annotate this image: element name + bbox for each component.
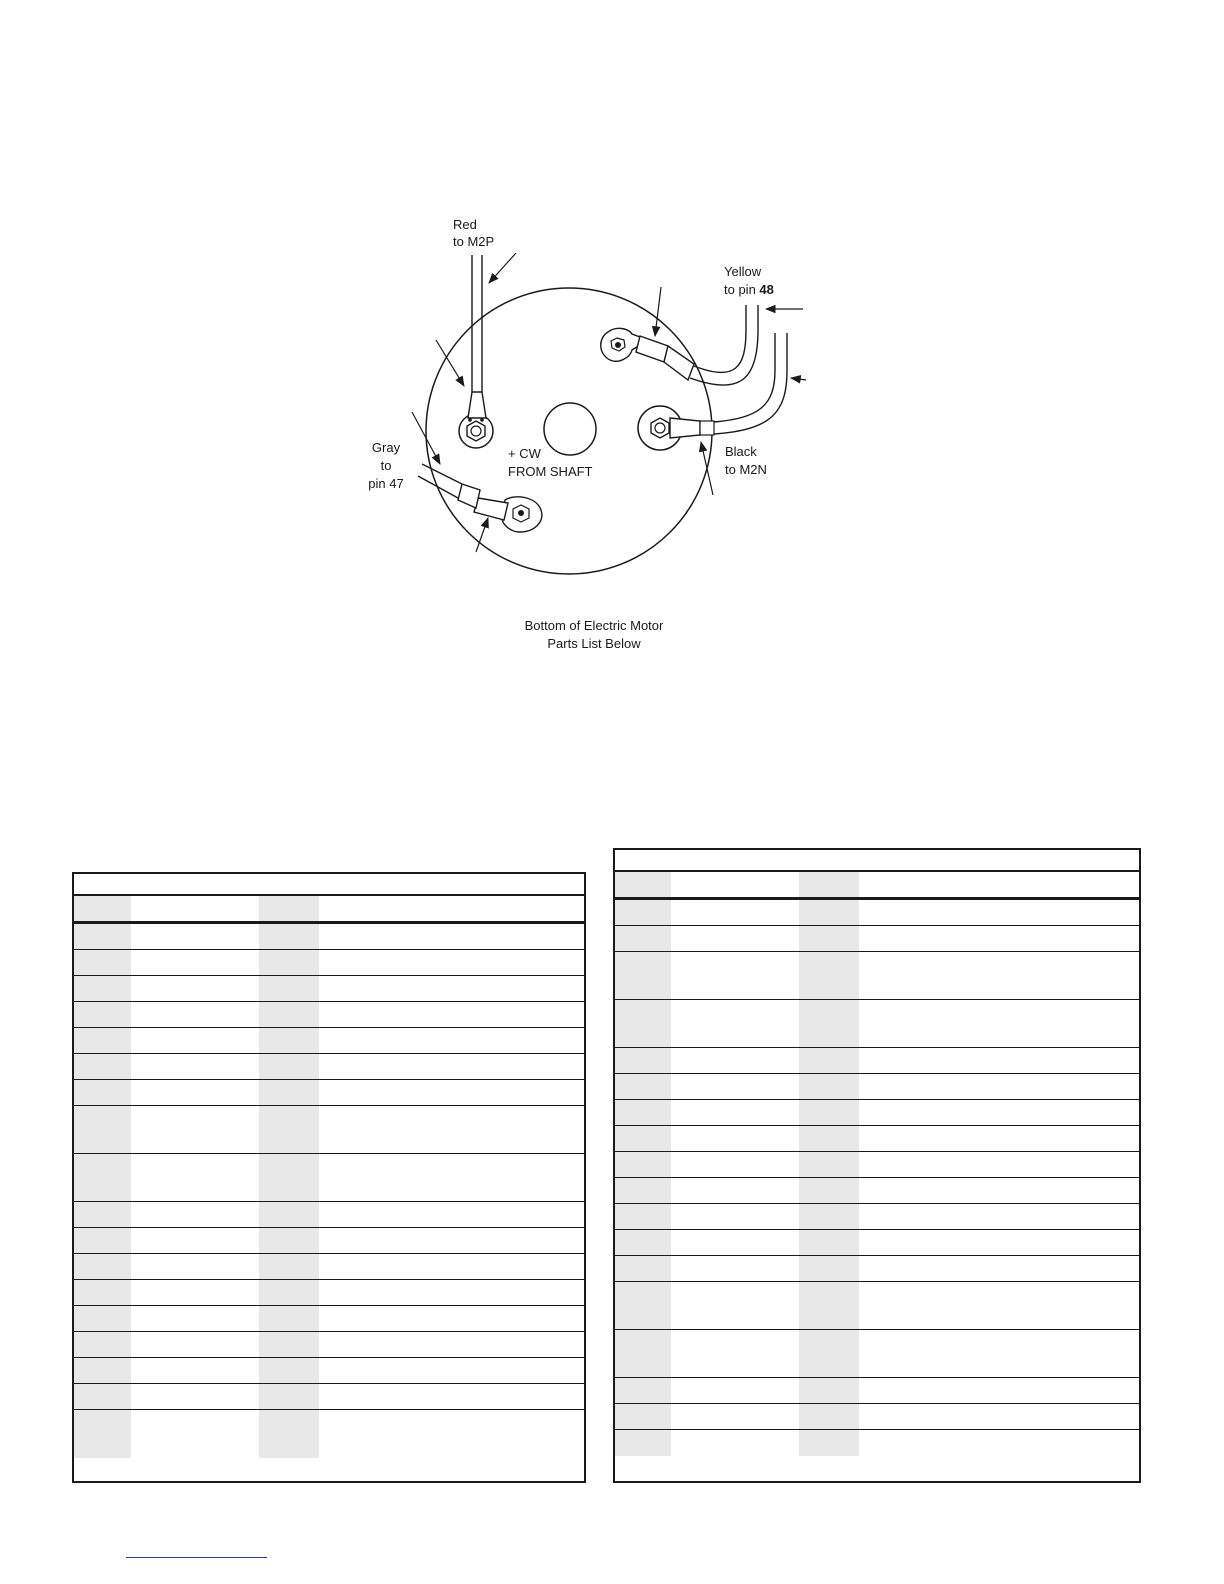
table-cell <box>74 1080 131 1105</box>
parts-table-left <box>72 872 586 1483</box>
table-cell <box>131 1080 259 1105</box>
table-cell <box>615 1282 671 1329</box>
table-cell <box>799 1256 859 1281</box>
table-row <box>74 1154 584 1202</box>
table-cell <box>131 1332 259 1357</box>
table-cell <box>259 1358 319 1383</box>
table-row <box>74 924 584 950</box>
parts-table-left-title <box>74 874 584 896</box>
table-cell <box>859 1074 1139 1099</box>
table-cell <box>615 1074 671 1099</box>
table-row <box>615 1230 1139 1256</box>
table-cell <box>259 1202 319 1227</box>
table-cell <box>319 1280 584 1305</box>
table-cell <box>259 976 319 1001</box>
black-wire-label: Black <box>725 444 757 459</box>
table-cell <box>859 1204 1139 1229</box>
table-cell <box>859 1152 1139 1177</box>
gray-wire-destination: pin 47 <box>368 476 404 491</box>
table-row <box>615 900 1139 926</box>
table-cell <box>131 1054 259 1079</box>
table-cell <box>259 950 319 975</box>
table-cell <box>671 1330 799 1377</box>
table-cell <box>799 926 859 951</box>
table-cell <box>859 1256 1139 1281</box>
table-cell <box>671 926 799 951</box>
table-row <box>615 1178 1139 1204</box>
table-cell <box>131 950 259 975</box>
table-row <box>615 1152 1139 1178</box>
table-row <box>74 1080 584 1106</box>
table-row <box>74 950 584 976</box>
table-cell <box>615 1126 671 1151</box>
yellow-wire-label: Yellow <box>724 264 762 279</box>
table-cell <box>74 1358 131 1383</box>
table-cell <box>799 1074 859 1099</box>
table-row <box>615 1126 1139 1152</box>
table-cell <box>131 1002 259 1027</box>
table-row <box>74 1106 584 1154</box>
table-cell <box>259 1080 319 1105</box>
table-row <box>74 1202 584 1228</box>
table-cell <box>259 1332 319 1357</box>
table-cell <box>799 1230 859 1255</box>
table-cell <box>615 1378 671 1403</box>
black-wire-destination: to M2N <box>725 462 767 477</box>
table-cell <box>859 1178 1139 1203</box>
table-row <box>615 1204 1139 1230</box>
table-cell <box>799 1000 859 1047</box>
table-cell <box>859 1378 1139 1403</box>
table-cell <box>799 1100 859 1125</box>
rotation-label-sub: FROM SHAFT <box>508 464 593 479</box>
table-cell <box>131 1254 259 1279</box>
table-cell <box>319 1080 584 1105</box>
table-cell <box>319 1306 584 1331</box>
table-cell <box>259 1106 319 1153</box>
table-cell <box>671 1404 799 1429</box>
parts-table-right-title <box>615 850 1139 872</box>
table-row <box>615 1430 1139 1456</box>
table-cell <box>615 1404 671 1429</box>
table-cell <box>74 1254 131 1279</box>
table-row <box>615 952 1139 1000</box>
table-cell <box>615 1048 671 1073</box>
table-row <box>615 1048 1139 1074</box>
table-row <box>615 1404 1139 1430</box>
table-cell <box>74 1028 131 1053</box>
table-cell <box>259 1028 319 1053</box>
table-cell <box>799 1126 859 1151</box>
table-cell <box>319 1002 584 1027</box>
parts-table-right-body <box>615 900 1139 1456</box>
table-cell <box>259 924 319 949</box>
table-cell <box>74 1106 131 1153</box>
table-cell <box>799 1048 859 1073</box>
diagram-caption-sub: Parts List Below <box>547 636 641 651</box>
table-cell <box>859 926 1139 951</box>
table-cell <box>799 1378 859 1403</box>
table-cell <box>74 1228 131 1253</box>
table-cell <box>319 1254 584 1279</box>
table-cell <box>259 1054 319 1079</box>
parts-table-left-body <box>74 924 584 1458</box>
table-cell <box>74 1410 131 1458</box>
table-cell <box>259 1154 319 1201</box>
table-cell <box>319 924 584 949</box>
table-cell <box>131 1154 259 1201</box>
table-cell <box>615 926 671 951</box>
black-wire <box>714 333 787 434</box>
table-cell <box>319 1028 584 1053</box>
table-cell <box>671 1048 799 1073</box>
table-row <box>74 1254 584 1280</box>
footer-link-underline[interactable] <box>126 1557 267 1558</box>
table-cell <box>615 1330 671 1377</box>
gray-wire-to: to <box>380 458 392 473</box>
parts-table-right-header <box>615 872 1139 900</box>
table-cell <box>799 1404 859 1429</box>
arrow-red-wire <box>489 253 516 283</box>
table-cell <box>74 924 131 949</box>
table-cell <box>671 1100 799 1125</box>
table-cell <box>319 976 584 1001</box>
table-cell <box>131 976 259 1001</box>
table-row <box>74 1410 584 1458</box>
table-cell <box>799 1178 859 1203</box>
table-cell <box>259 1306 319 1331</box>
gray-terminal <box>458 484 542 532</box>
yellow-wire-destination: to pin 48 <box>724 282 774 297</box>
table-row <box>74 1306 584 1332</box>
table-cell <box>859 1430 1139 1456</box>
table-cell <box>615 1204 671 1229</box>
table-cell <box>319 1228 584 1253</box>
red-wire <box>472 255 482 392</box>
table-row <box>615 1000 1139 1048</box>
table-cell <box>615 1256 671 1281</box>
table-cell <box>615 1230 671 1255</box>
table-row <box>74 1002 584 1028</box>
rotation-label: + CW <box>508 446 541 461</box>
table-cell <box>319 1410 584 1458</box>
table-cell <box>671 1230 799 1255</box>
table-cell <box>859 1330 1139 1377</box>
table-cell <box>259 1410 319 1458</box>
table-cell <box>259 1228 319 1253</box>
table-cell <box>859 1048 1139 1073</box>
table-cell <box>615 1178 671 1203</box>
red-terminal <box>459 392 493 448</box>
table-cell <box>671 1074 799 1099</box>
table-cell <box>615 900 671 925</box>
table-cell <box>859 1404 1139 1429</box>
table-cell <box>859 1126 1139 1151</box>
table-cell <box>259 1280 319 1305</box>
arrow-yellow-terminal <box>655 287 661 336</box>
table-cell <box>259 1002 319 1027</box>
table-cell <box>74 1054 131 1079</box>
motor-wiring-diagram <box>0 0 1224 700</box>
table-cell <box>615 1430 671 1456</box>
table-cell <box>671 1204 799 1229</box>
table-row <box>74 1384 584 1410</box>
table-cell <box>671 952 799 999</box>
table-cell <box>259 1384 319 1409</box>
table-cell <box>319 1384 584 1409</box>
table-cell <box>131 1202 259 1227</box>
table-cell <box>671 1000 799 1047</box>
table-cell <box>74 976 131 1001</box>
table-row <box>615 1330 1139 1378</box>
table-row <box>615 1282 1139 1330</box>
red-wire-destination: to M2P <box>453 234 495 249</box>
table-cell <box>671 1282 799 1329</box>
table-cell <box>859 1000 1139 1047</box>
table-cell <box>615 1152 671 1177</box>
table-row <box>615 1256 1139 1282</box>
table-cell <box>799 900 859 925</box>
table-cell <box>859 1100 1139 1125</box>
table-cell <box>259 1254 319 1279</box>
table-cell <box>74 1384 131 1409</box>
table-cell <box>799 952 859 999</box>
table-cell <box>319 1054 584 1079</box>
table-cell <box>799 1430 859 1456</box>
table-cell <box>671 1126 799 1151</box>
table-cell <box>74 1002 131 1027</box>
table-cell <box>615 952 671 999</box>
table-cell <box>319 950 584 975</box>
motor-shaft <box>544 403 596 455</box>
table-row <box>74 1332 584 1358</box>
parts-table-left-header <box>74 896 584 924</box>
table-cell <box>131 1358 259 1383</box>
table-cell <box>615 1100 671 1125</box>
gray-wire-label: Gray <box>371 440 401 455</box>
table-cell <box>671 1178 799 1203</box>
table-cell <box>799 1282 859 1329</box>
table-row <box>74 1054 584 1080</box>
table-cell <box>74 1154 131 1201</box>
table-cell <box>131 1280 259 1305</box>
table-cell <box>671 900 799 925</box>
table-cell <box>319 1332 584 1357</box>
table-cell <box>859 1230 1139 1255</box>
yellow-terminal <box>601 328 694 380</box>
table-cell <box>859 952 1139 999</box>
table-cell <box>319 1358 584 1383</box>
table-row <box>74 976 584 1002</box>
black-terminal <box>638 406 714 450</box>
diagram-caption: Bottom of Electric Motor <box>524 618 664 633</box>
table-cell <box>799 1330 859 1377</box>
table-cell <box>319 1202 584 1227</box>
table-cell <box>131 1384 259 1409</box>
parts-table-right <box>613 848 1141 1483</box>
table-row <box>74 1028 584 1054</box>
table-cell <box>615 1000 671 1047</box>
table-cell <box>799 1152 859 1177</box>
table-cell <box>319 1106 584 1153</box>
table-cell <box>74 1280 131 1305</box>
table-cell <box>74 950 131 975</box>
table-cell <box>859 1282 1139 1329</box>
table-cell <box>131 1410 259 1458</box>
table-cell <box>671 1430 799 1456</box>
table-cell <box>859 900 1139 925</box>
table-cell <box>131 1028 259 1053</box>
table-cell <box>74 1202 131 1227</box>
table-cell <box>799 1204 859 1229</box>
arrow-red-terminal <box>436 340 464 386</box>
table-row <box>615 926 1139 952</box>
table-cell <box>74 1306 131 1331</box>
table-row <box>615 1378 1139 1404</box>
table-cell <box>671 1152 799 1177</box>
table-cell <box>671 1378 799 1403</box>
red-wire-label: Red <box>453 217 477 232</box>
table-row <box>74 1358 584 1384</box>
table-row <box>74 1280 584 1306</box>
table-cell <box>319 1154 584 1201</box>
table-cell <box>131 1306 259 1331</box>
table-row <box>74 1228 584 1254</box>
table-cell <box>131 1106 259 1153</box>
table-row <box>615 1074 1139 1100</box>
table-cell <box>131 1228 259 1253</box>
table-cell <box>671 1256 799 1281</box>
table-row <box>615 1100 1139 1126</box>
table-cell <box>74 1332 131 1357</box>
arrow-black-wire <box>791 378 806 380</box>
table-cell <box>131 924 259 949</box>
